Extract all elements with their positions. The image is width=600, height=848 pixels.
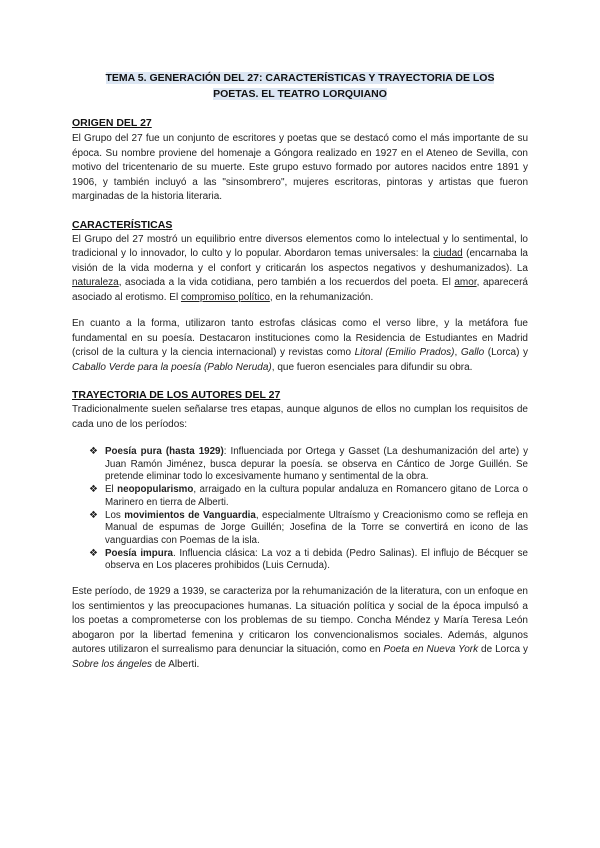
- paragraph-caracteristicas-2: En cuanto a la forma, utilizaron tanto estrofas clásicas como el verso libre, y la metáfora fue fundamental en su poesía. Destacaron instituciones como la Residencia de Estudiantes en Madrid (crisol de la cultura y la ciencia internacional) y revistas como Litoral (Emilio Prados), Gallo (Lorca) y Caballo Verde para la poesía (Pablo Neruda), que fueron esenciales para difundir su obra.: [72, 318, 529, 373]
- title-line-2: POETAS. EL TEATRO LORQUIANO: [213, 88, 387, 100]
- diamond-bullet-icon: ❖: [89, 446, 98, 457]
- diamond-bullet-icon: ❖: [89, 509, 98, 521]
- heading-origen: ORIGEN DEL 27: [72, 117, 152, 129]
- list-item: ❖ Los movimientos de Vanguardia, especialmente Ultraísmo y Creacionismo como se refleja en Manual de espumas de Jorge Guillén; Josefina de la Torre se convertirá en icono de las vanguardias con Poemas de la isla.: [89, 509, 528, 546]
- diamond-bullet-icon: ❖: [89, 547, 98, 559]
- diamond-bullet-icon: ❖: [89, 484, 98, 496]
- magazine-litoral: Litoral (Emilio Prados): [354, 347, 455, 358]
- term-naturaleza: naturaleza: [72, 277, 119, 288]
- list-item: ❖ El neopopularismo, arraigado en la cultura popular andaluza en Romancero gitano de Lorca o Marinero en tierra de Alberti.: [89, 484, 528, 508]
- term-compromiso: compromiso político: [180, 291, 270, 303]
- magazine-caballo-verde: Caballo Verde para la poesía (Pablo Neruda): [72, 361, 272, 373]
- list-item: ❖ Poesía pura (hasta 1929): Influenciada por Ortega y Gasset (La deshumanización del arte) y Juan Ramón Jiménez, busca depurar la poesía. se observa en Cántico de Jorge Guillén. Se pretende eliminar todo lo excesivamente humano y sentimental de la obra.: [89, 446, 528, 483]
- document-page: [72, 70, 528, 672]
- work-poeta-en-nueva-york: Poeta en Nueva York: [383, 644, 479, 656]
- stages-list: [72, 446, 528, 573]
- term-ciudad: ciudad: [433, 248, 463, 259]
- paragraph-trayectoria-closing: Este período, de 1929 a 1939, se caracteriza por la rehumanización de la literatura, con un enfoque en los sentimientos y las preocupaciones humanas. La situación política y social de la época impulsó a los poetas a comprometerse con los problemas de su tiempo. Concha Méndez y María Teresa León abogaron por la libertad femenina y criticaron los convencionalismos sociales. Además, algunos autores utilizaron el surrealismo para denunciar la situación, como en Poeta en Nueva York de Lorca y Sobre los ángeles de Alberti.: [72, 586, 528, 670]
- heading-trayectoria: TRAYECTORIA DE LOS AUTORES DEL 27: [72, 389, 281, 401]
- list-item: ❖ Poesía impura. Influencia clásica: La voz a ti debida (Pedro Salinas). El influjo de Bécquer se observa en Los placeres prohibidos (Luis Cernuda).: [89, 547, 528, 572]
- heading-caracteristicas: CARACTERÍSTICAS: [72, 218, 173, 231]
- document-title: [72, 70, 528, 102]
- term-amor: amor: [454, 277, 477, 288]
- paragraph-origen: El Grupo del 27 fue un conjunto de escritores y poetas que se destacó como el más importante de su época. Su nombre proviene del homenaje a Góngora realizado en 1927 en el Ateneo de Sevilla, con motivo del tricentenario de su muerte. Este grupo estuvo formado por autores nacidos entre 1891 y 1906, y también incluyó a las "sinsombrero", mujeres escritoras, pintoras y artistas que fueron marginadas de la historia literaria.: [72, 133, 528, 202]
- paragraph-trayectoria-intro: Tradicionalmente suelen señalarse tres etapas, aunque algunos de ellos no cumplan los requisitos de cada uno de los períodos:: [72, 404, 528, 430]
- work-sobre-los-angeles: Sobre los ángeles: [72, 658, 153, 670]
- title-line-1: TEMA 5. GENERACIÓN DEL 27: CARACTERÍSTICAS Y TRAYECTORIA DE LOS: [105, 72, 495, 84]
- paragraph-caracteristicas-1: El Grupo del 27 mostró un equilibrio entre diversos elementos como lo intelectual y lo sentimental, lo tradicional y lo innovador, lo culto y lo popular. Abordaron temas universales: la ciudad (encarnaba la visión de la vida moderna y el confort y criticarán los aspectos negativos y deshumanizados). La naturaleza, asociada a la vida cotidiana, pero también a los recuerdos del poeta. El amor, aparecerá asociado al erotismo. El compromiso político, en la rehumanización.: [72, 233, 528, 303]
- magazine-gallo: Gallo: [460, 347, 485, 358]
